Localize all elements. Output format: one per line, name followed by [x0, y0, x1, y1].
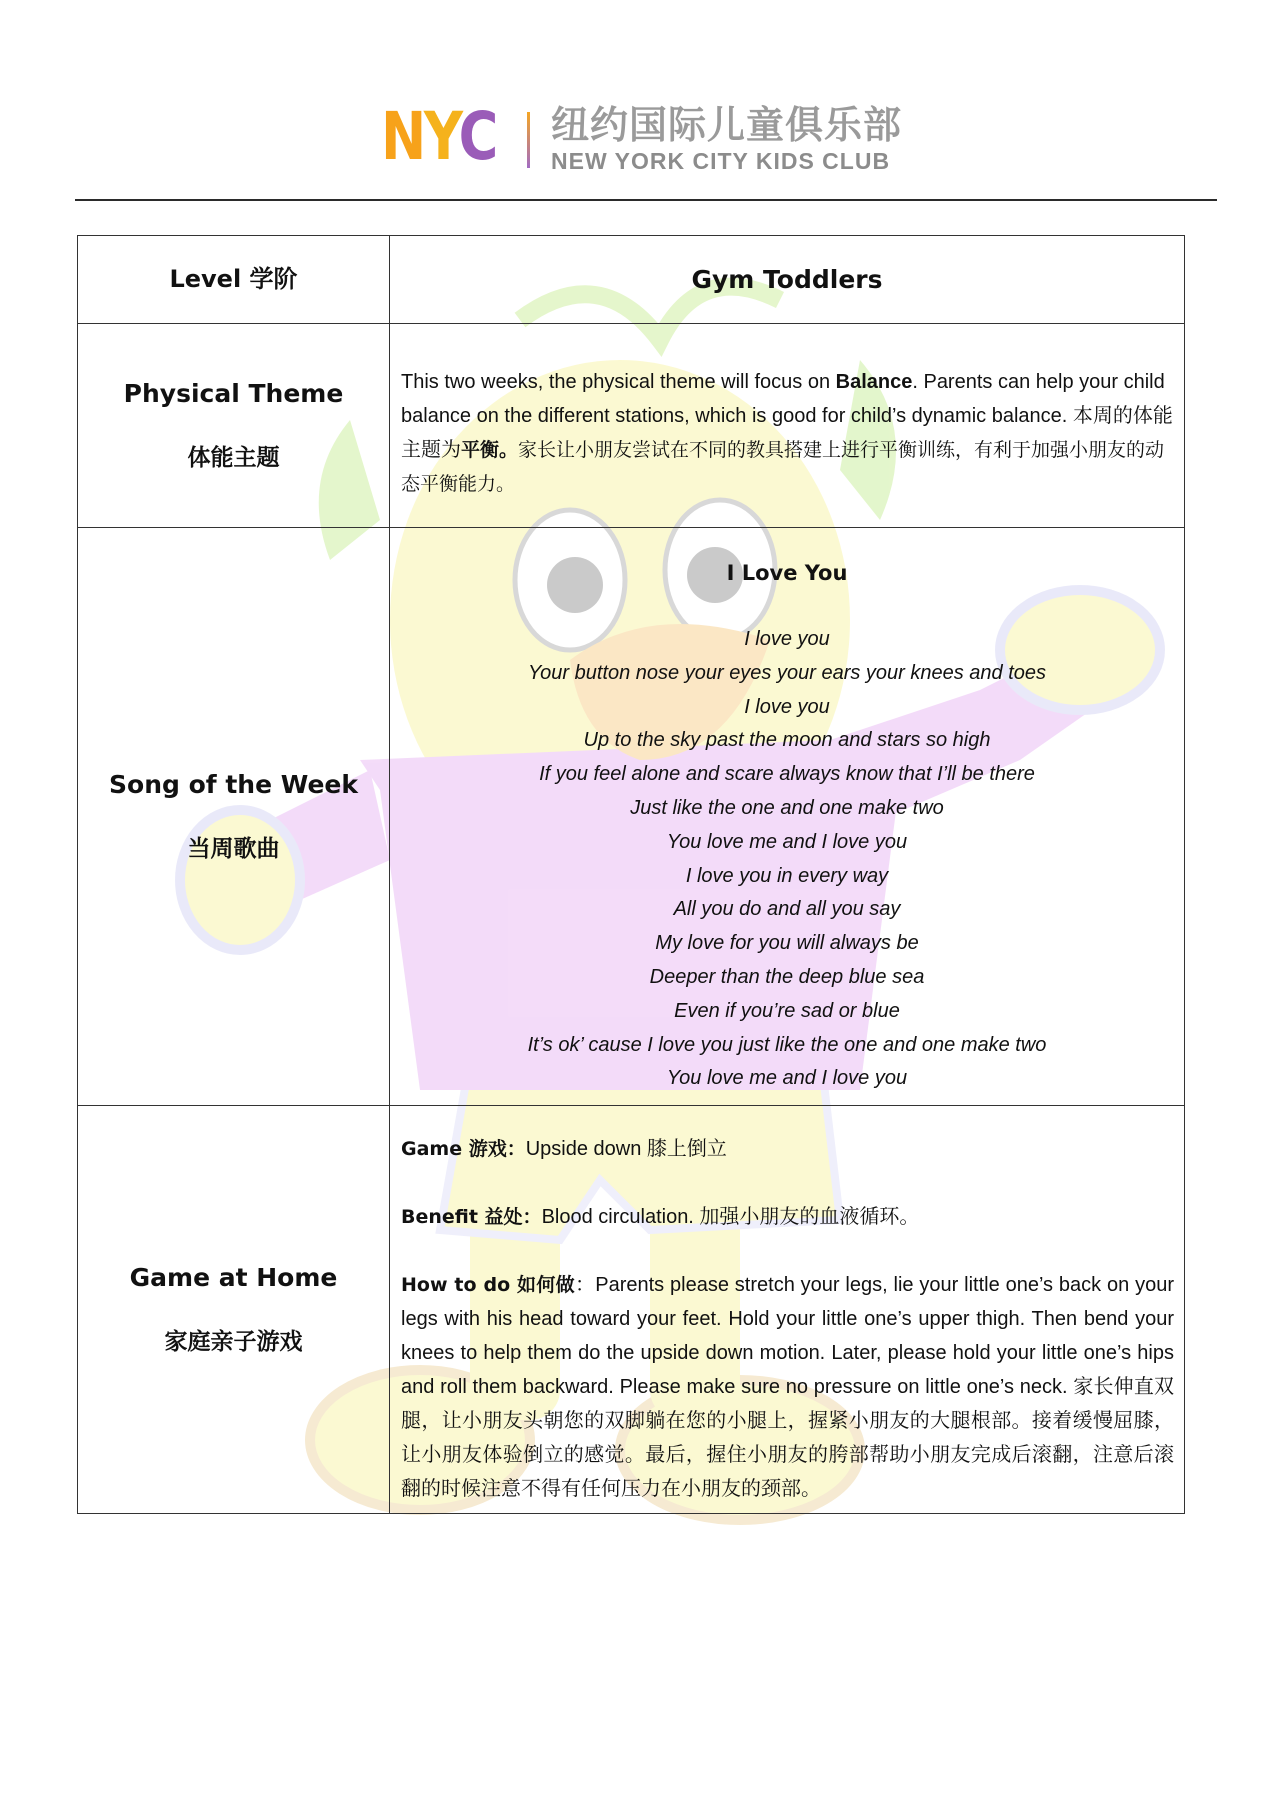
game-label-cn: 家庭亲子游戏: [164, 1329, 303, 1355]
game-name-line: [401, 1132, 1174, 1166]
lyric-line: If you feel alone and scare always know that I’ll be there: [539, 763, 1035, 786]
song-row: [78, 528, 1185, 1106]
game-row: [78, 1106, 1185, 1514]
lyric-line: All you do and all you say: [673, 898, 901, 921]
theme-text-after: . Parents can help your child balance on the different stations, which is good for child’s dynamic balance. 本周的体能主题为: [401, 370, 1173, 461]
lyric-line: Your button nose your eyes your ears your knees and toes: [527, 661, 1047, 684]
theme-description-cell: [390, 324, 1185, 528]
theme-row: [78, 324, 1185, 528]
game-howto-text: ：Parents please stretch your legs, lie your little one’s back on your legs with his head toward your feet. Hold your little one’s upper thigh. Then bend your knees to help them do the upside down motion. Later, please hold your little one’s hips and roll them backward. Please make sure no pressure on little one’s neck. 家长伸直双腿，让小朋友头朝您的双脚躺在您的小腿上，握紧小朋友的大腿根部。接着缓慢屈膝，让小朋友体验倒立的感觉。最后，握住小朋友的胯部帮助小朋友完成后滚翻，注意后滚翻的时候注意不得有任何压力在小朋友的颈部。: [401, 1274, 1174, 1500]
game-benefit-value: Blood circulation. 加强小朋友的血液循环。: [541, 1206, 920, 1228]
song-label-cn: 当周歌曲: [187, 836, 280, 862]
lyric-line: I love you: [744, 628, 830, 650]
theme-description: [390, 351, 1184, 501]
level-label: Level 学阶: [169, 265, 298, 294]
song-title: I Love You: [726, 561, 848, 585]
theme-text-before: This two weeks, the physical theme will focus on: [401, 370, 836, 393]
page-header: [0, 100, 1280, 190]
logo-letter-c: C: [458, 98, 496, 175]
lyric-line: It’s ok’ cause I love you just like the one and one make two: [527, 1033, 1047, 1056]
theme-keyword-cn: 平衡。: [461, 438, 519, 461]
song-lyrics-cell: [390, 528, 1185, 1106]
game-details-cell: [390, 1106, 1185, 1514]
game-label-cell: [78, 1106, 390, 1514]
game-label-en: Game at Home: [129, 1263, 338, 1292]
level-value: Gym Toddlers: [390, 236, 1185, 324]
theme-label-cn: 体能主题: [187, 445, 280, 471]
lyric-line: Deeper than the deep blue sea: [649, 965, 925, 988]
theme-label-cell: [78, 324, 390, 528]
song-label-en: Song of the Week: [109, 770, 358, 799]
lyric-line: My love for you will always be: [655, 932, 919, 955]
lyric-line: I love you in every way: [685, 864, 889, 887]
theme-text-cn: 家长让小朋友尝试在不同的教具搭建上进行平衡训练，有利于加强小朋友的动态平衡能力。: [401, 438, 1165, 495]
game-howto: [401, 1268, 1174, 1506]
theme-label-en: Physical Theme: [123, 379, 344, 408]
weekly-info-table: [77, 235, 1185, 1514]
lyric-line: Up to the sky past the moon and stars so high: [583, 729, 991, 752]
lyric-line: Just like the one and one make two: [630, 796, 944, 819]
header-divider: [75, 199, 1217, 201]
logo-english-name: NEW YORK CITY KIDS CLUB: [551, 148, 891, 174]
level-label-cell: [78, 236, 390, 324]
logo-chinese-name: 纽约国际儿童俱乐部: [551, 103, 903, 147]
theme-keyword: Balance: [835, 370, 913, 393]
game-benefit-line: [401, 1200, 1174, 1234]
lyric-line: Even if you’re sad or blue: [674, 999, 900, 1022]
lyric-line: You love me and I love you: [666, 830, 908, 853]
logo-letter-n: N: [381, 98, 424, 175]
logo-letter-y: Y: [423, 98, 459, 175]
logo-divider: [527, 112, 530, 168]
level-row: [78, 236, 1185, 324]
game-benefit-label: Benefit 益处：: [401, 1206, 542, 1228]
game-name-value: Upside down 膝上倒立: [525, 1138, 727, 1160]
game-name-label: Game 游戏：: [401, 1138, 526, 1160]
nyc-logo: [381, 98, 496, 175]
game-howto-label: How to do 如何做: [401, 1274, 575, 1296]
lyric-line: You love me and I love you: [666, 1067, 908, 1090]
song-label-cell: [78, 528, 390, 1106]
lyric-line: I love you: [744, 695, 830, 718]
